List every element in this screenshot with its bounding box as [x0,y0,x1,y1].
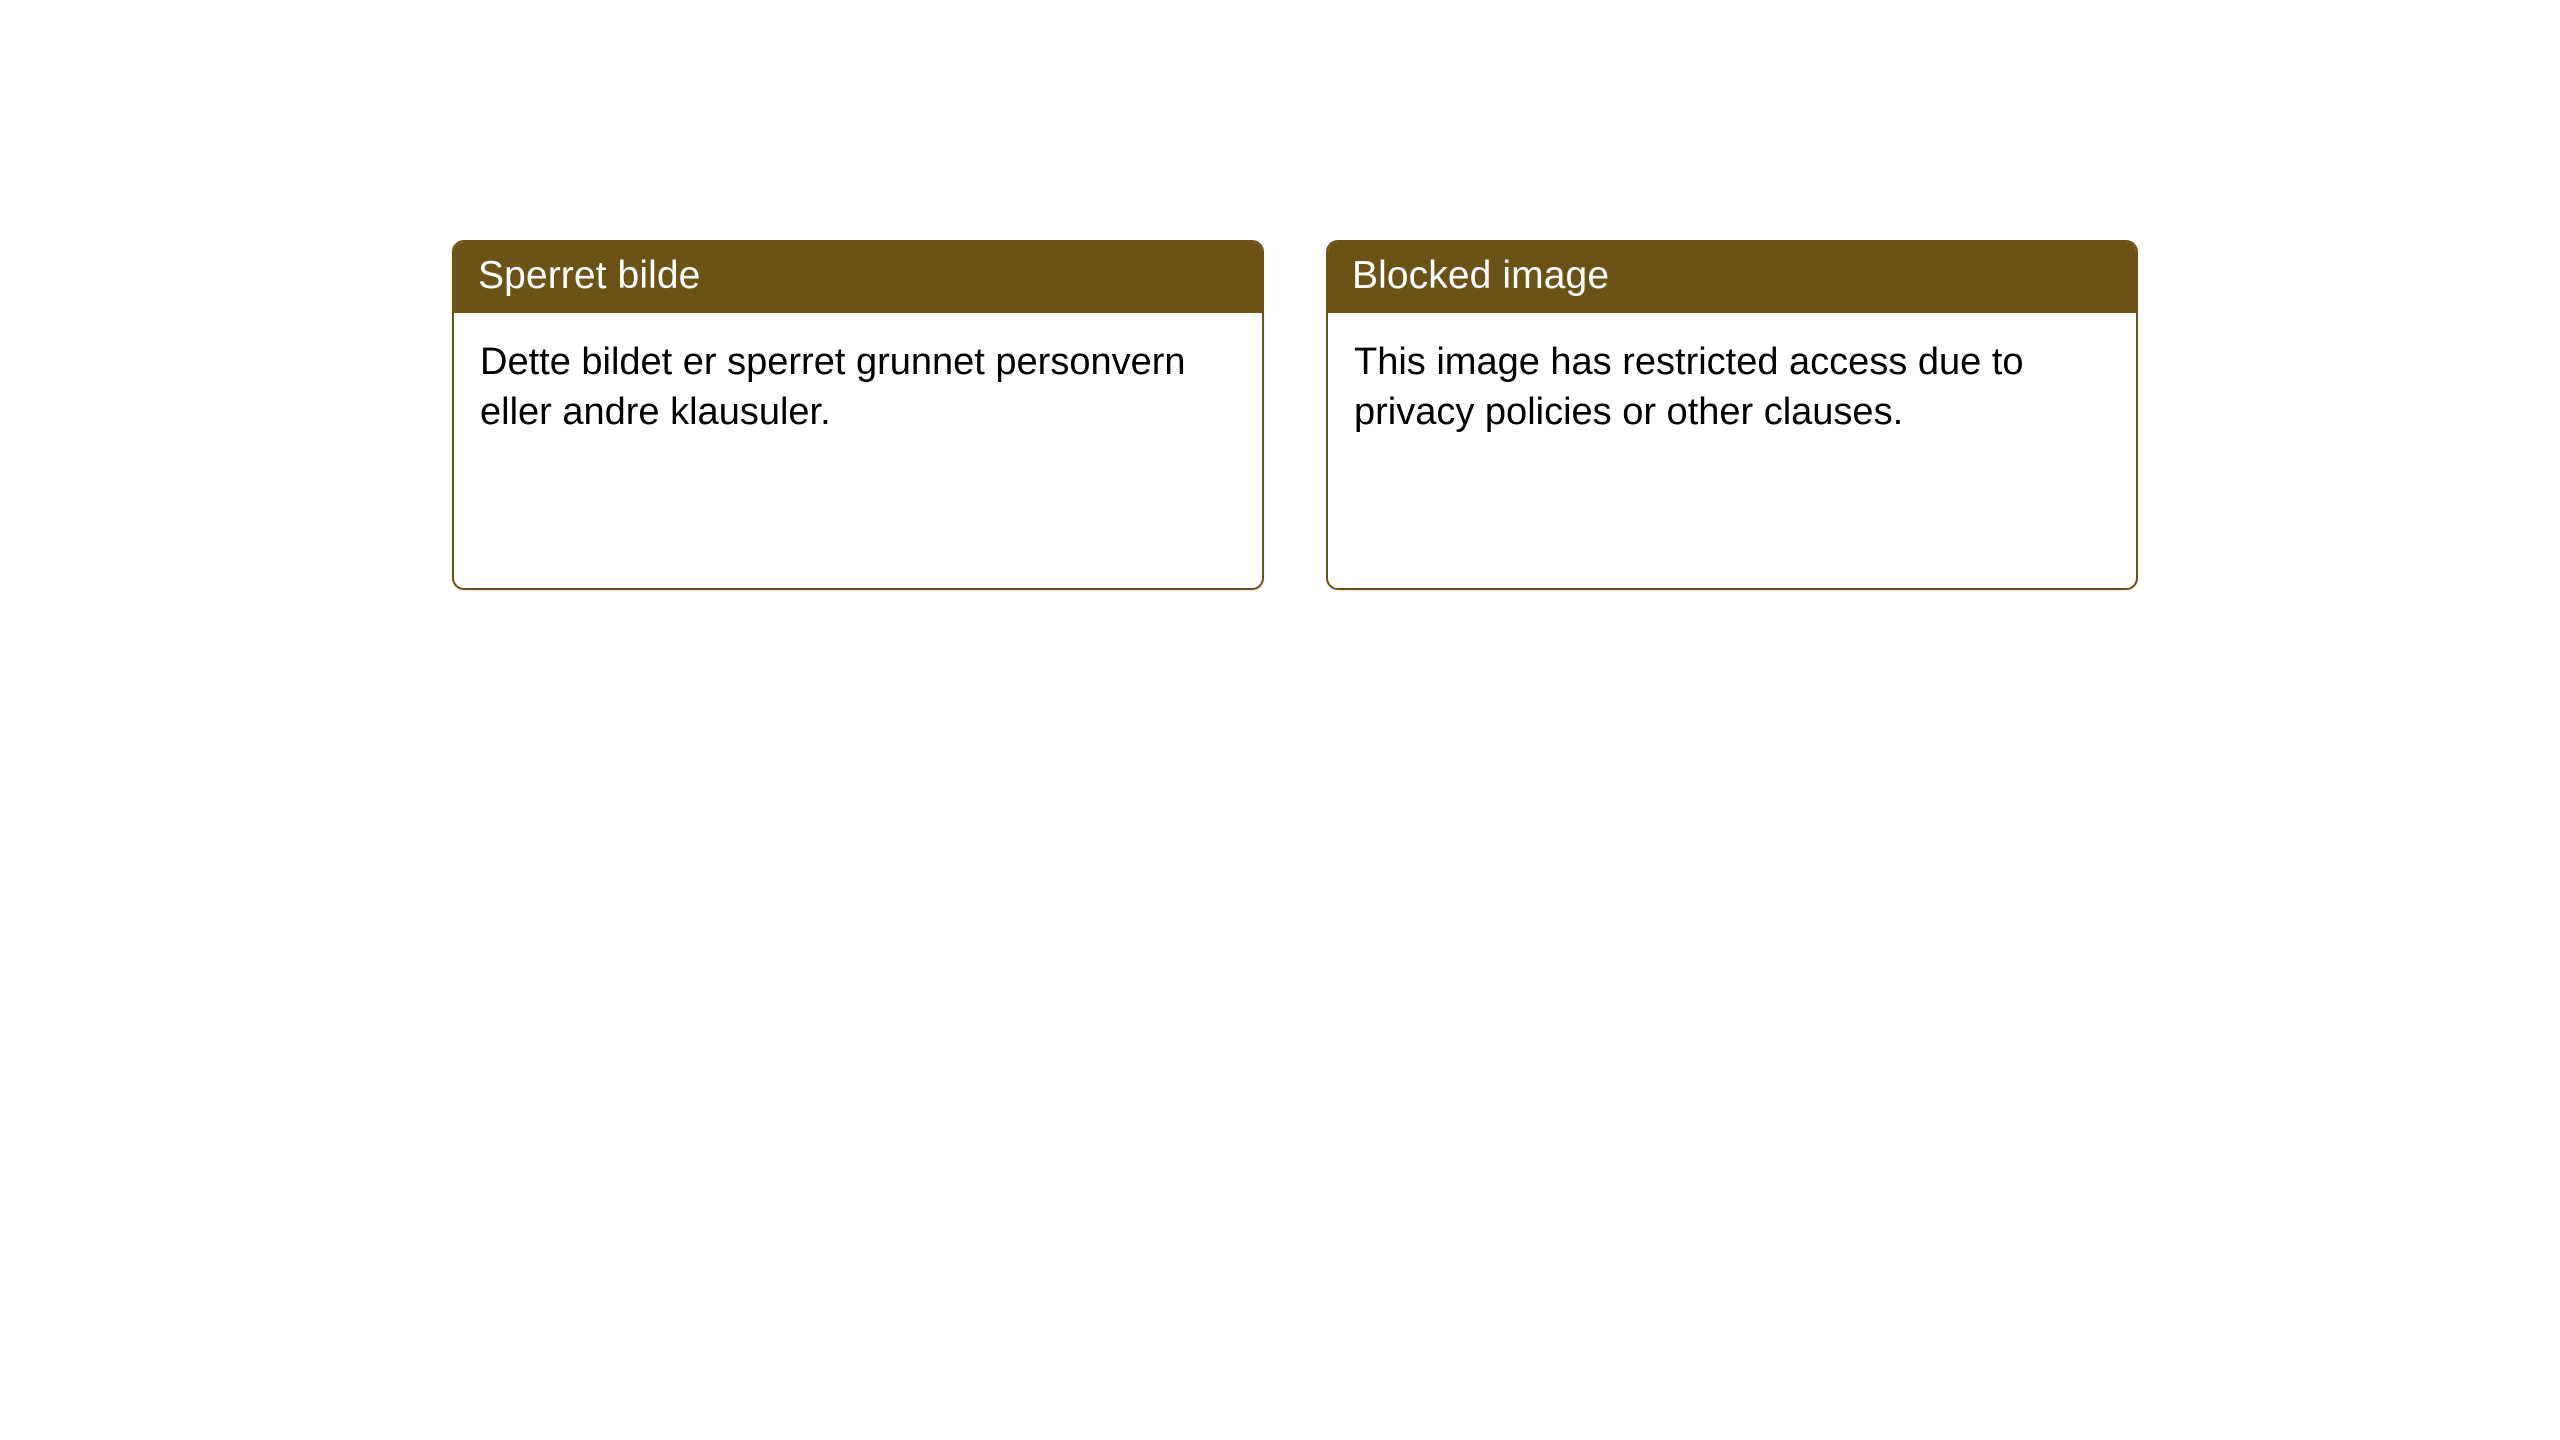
notice-message-en: This image has restricted access due to privacy policies or other clauses. [1354,340,2024,434]
notice-title-no: Sperret bilde [454,242,1262,313]
notice-body-en [1328,313,2136,437]
notice-title-en: Blocked image [1328,242,2136,313]
notice-message-no: Dette bildet er sperret grunnet personvern eller andre klausuler. [480,340,1186,434]
blocked-image-notice-en [1326,240,2138,590]
blocked-image-notice-group [452,240,2138,590]
blocked-image-notice-no [452,240,1264,590]
notice-body-no [454,313,1262,437]
